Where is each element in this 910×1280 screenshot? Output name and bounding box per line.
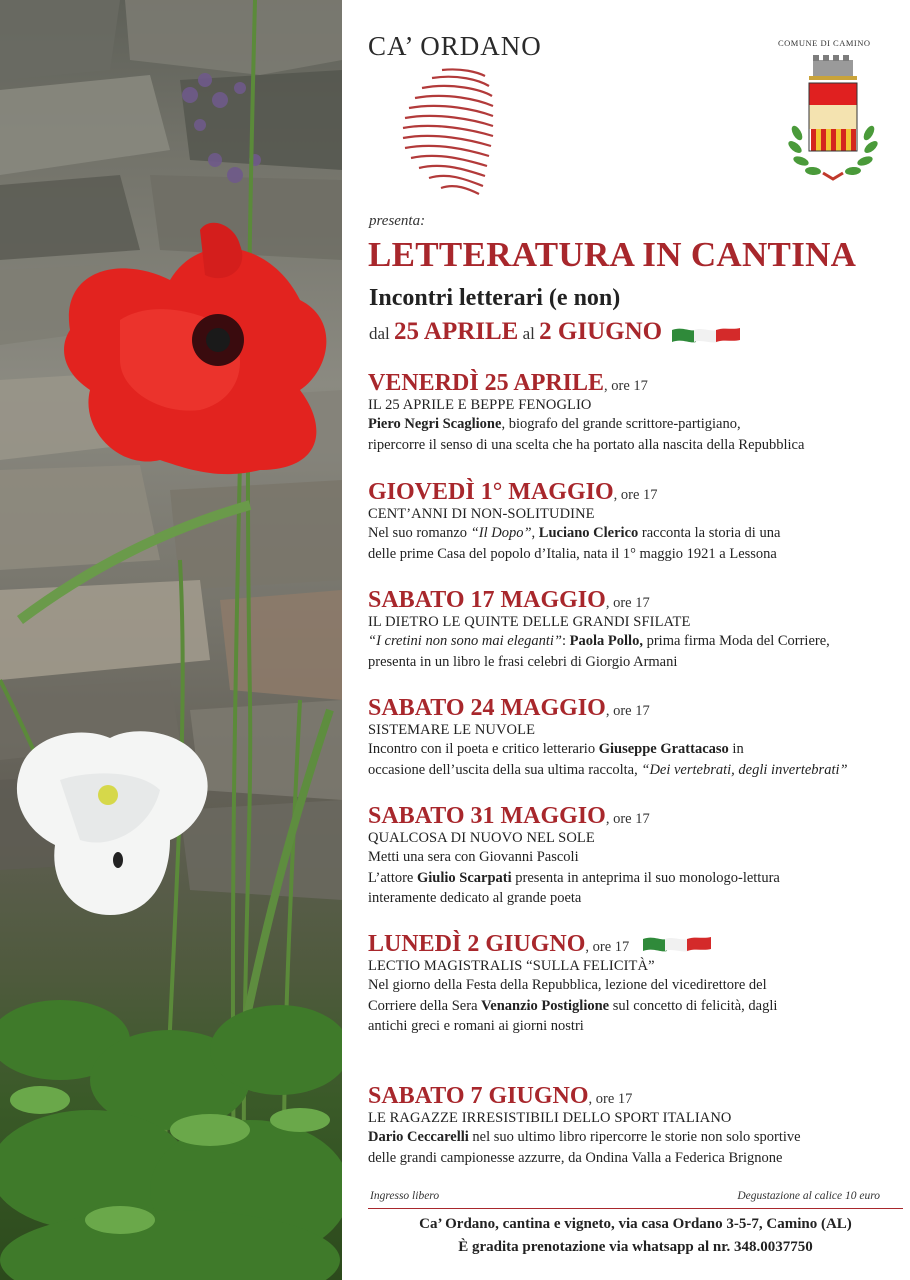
description-text: racconta la storia di una xyxy=(638,525,781,541)
event-subtitle: Incontri letterari (e non) xyxy=(369,285,621,311)
event-time: , ore 17 xyxy=(585,939,630,955)
event-title: IL DIETRO LE QUINTE DELLE GRANDI SFILATE xyxy=(368,614,691,630)
italian-flag-icon xyxy=(670,324,742,346)
event-description xyxy=(368,631,903,652)
poppy-photo-illustration xyxy=(0,0,342,1280)
event-description xyxy=(368,868,903,889)
speaker-name: Dario Ceccarelli xyxy=(368,1129,469,1145)
italian-flag-icon xyxy=(641,933,713,955)
book-title: “Dei vertebrati, degli invertebrati” xyxy=(641,761,848,778)
speaker-name: Luciano Clerico xyxy=(538,525,639,541)
venue-address: Ca’ Ordano, cantina e vigneto, via casa Ordano 3-5-7, Camino (AL) xyxy=(419,1216,852,1232)
description-text: nel suo ultimo libro ripercorre le storie non solo sportive xyxy=(468,1129,801,1145)
red-poppy xyxy=(64,223,326,474)
event-title: SISTEMARE LE NUVOLE xyxy=(368,722,536,738)
event-day: VENERDÌ 25 APRILE xyxy=(368,370,605,396)
event-description: presenta in un libro le frasi celebri di Giorgio Armani xyxy=(368,653,678,670)
event-description: delle grandi campionesse azzurre, da Ondina Valla a Federica Brignone xyxy=(368,1149,783,1166)
event-day: LUNEDÌ 2 GIUGNO xyxy=(368,931,586,957)
presents-label: presenta: xyxy=(369,213,426,229)
book-title: “I cretini non sono mai eleganti” xyxy=(368,633,562,649)
event-description xyxy=(368,414,903,435)
event-time: , ore 17 xyxy=(588,1091,633,1107)
poppy-photo xyxy=(0,0,342,1280)
event-item xyxy=(368,1084,903,1168)
description-text: sul concetto di felicità, dagli xyxy=(609,997,778,1014)
event-day: SABATO 31 MAGGIO xyxy=(368,803,606,829)
speaker-name: Giuseppe Grattacaso xyxy=(598,741,729,757)
description-text: , xyxy=(531,525,539,541)
event-description xyxy=(368,760,903,781)
date-range-from-label: dal xyxy=(369,324,390,343)
description-text: Nel suo romanzo xyxy=(368,525,471,541)
comune-label: COMUNE DI CAMINO xyxy=(778,38,871,48)
event-description: Nel giorno della Festa della Repubblica, lezione del vicedirettore del xyxy=(368,977,767,993)
date-range-start: 25 APRILE xyxy=(394,318,519,345)
event-title: LETTERATURA IN CANTINA xyxy=(368,235,857,274)
white-poppy xyxy=(17,731,208,915)
event-description: interamente dedicato al grande poeta xyxy=(368,890,582,906)
description-text: in xyxy=(728,741,744,757)
event-time: , ore 17 xyxy=(605,595,650,611)
book-title: “Il Dopo” xyxy=(470,525,532,541)
event-title: CENT’ANNI DI NON-SOLITUDINE xyxy=(368,506,595,522)
event-title: IL 25 APRILE E BEPPE FENOGLIO xyxy=(368,397,592,413)
description-text: : xyxy=(562,633,570,649)
ca-ordano-logo-icon xyxy=(397,62,497,202)
speaker-name: Paola Pollo, xyxy=(569,633,643,649)
free-entry-note: Ingresso libero xyxy=(370,1190,440,1202)
event-description xyxy=(368,739,903,760)
event-description: ripercorre il senso di una scelta che ha portato alla nascita della Repubblica xyxy=(368,436,805,453)
event-item xyxy=(368,696,903,780)
event-day: GIOVEDÌ 1° MAGGIO xyxy=(368,479,614,505)
event-day: SABATO 17 MAGGIO xyxy=(368,587,606,613)
event-time: , ore 17 xyxy=(613,487,658,503)
footer-divider xyxy=(368,1208,903,1209)
event-description xyxy=(368,1127,903,1148)
date-range-end: 2 GIUGNO xyxy=(539,318,663,345)
description-text: presenta in anteprima il suo monologo-lettura xyxy=(511,869,780,886)
event-time: , ore 17 xyxy=(605,703,650,719)
event-item xyxy=(368,371,903,455)
event-description xyxy=(368,996,903,1017)
description-text: Corriere della Sera xyxy=(368,997,482,1014)
camino-coat-of-arms-icon xyxy=(785,55,880,185)
event-item xyxy=(368,588,903,672)
event-item xyxy=(368,932,903,1037)
event-title: QUALCOSA DI NUOVO NEL SOLE xyxy=(368,830,595,846)
speaker-name: Giulio Scarpati xyxy=(417,869,512,886)
description-text: prima firma Moda del Corriere, xyxy=(642,633,830,649)
event-day: SABATO 7 GIUGNO xyxy=(368,1083,589,1109)
description-text: , biografo del grande scrittore-partigiano, xyxy=(501,416,741,432)
date-range xyxy=(369,318,742,346)
description-text: L’attore xyxy=(368,869,417,886)
event-title: LE RAGAZZE IRRESISTIBILI DELLO SPORT ITALIANO xyxy=(368,1110,732,1126)
event-item xyxy=(368,804,903,909)
event-item xyxy=(368,480,903,564)
description-text: Incontro con il poeta e critico letterario xyxy=(368,741,599,757)
description-text: occasione dell’uscita della sua ultima raccolta, xyxy=(368,761,642,778)
date-range-to-label: al xyxy=(522,324,535,343)
event-description xyxy=(368,523,903,544)
event-day: SABATO 24 MAGGIO xyxy=(368,695,606,721)
event-description: Metti una sera con Giovanni Pascoli xyxy=(368,849,579,865)
brand-name: CA’ ORDANO xyxy=(368,31,542,61)
tasting-price-note: Degustazione al calice 10 euro xyxy=(737,1190,880,1202)
content-panel xyxy=(342,0,910,1280)
speaker-name: Venanzio Postiglione xyxy=(481,997,610,1014)
speaker-name: Piero Negri Scaglione xyxy=(368,416,502,432)
event-title: LECTIO MAGISTRALIS “SULLA FELICITÀ” xyxy=(368,958,655,974)
event-time: , ore 17 xyxy=(605,811,650,827)
event-description: antichi greci e romani ai giorni nostri xyxy=(368,1018,584,1034)
event-description: delle prime Casa del popolo d’Italia, nata il 1° maggio 1921 a Lessona xyxy=(368,545,777,562)
event-time: , ore 17 xyxy=(604,378,648,394)
booking-info: È gradita prenotazione via whatsapp al nr. 348.0037750 xyxy=(458,1239,813,1255)
